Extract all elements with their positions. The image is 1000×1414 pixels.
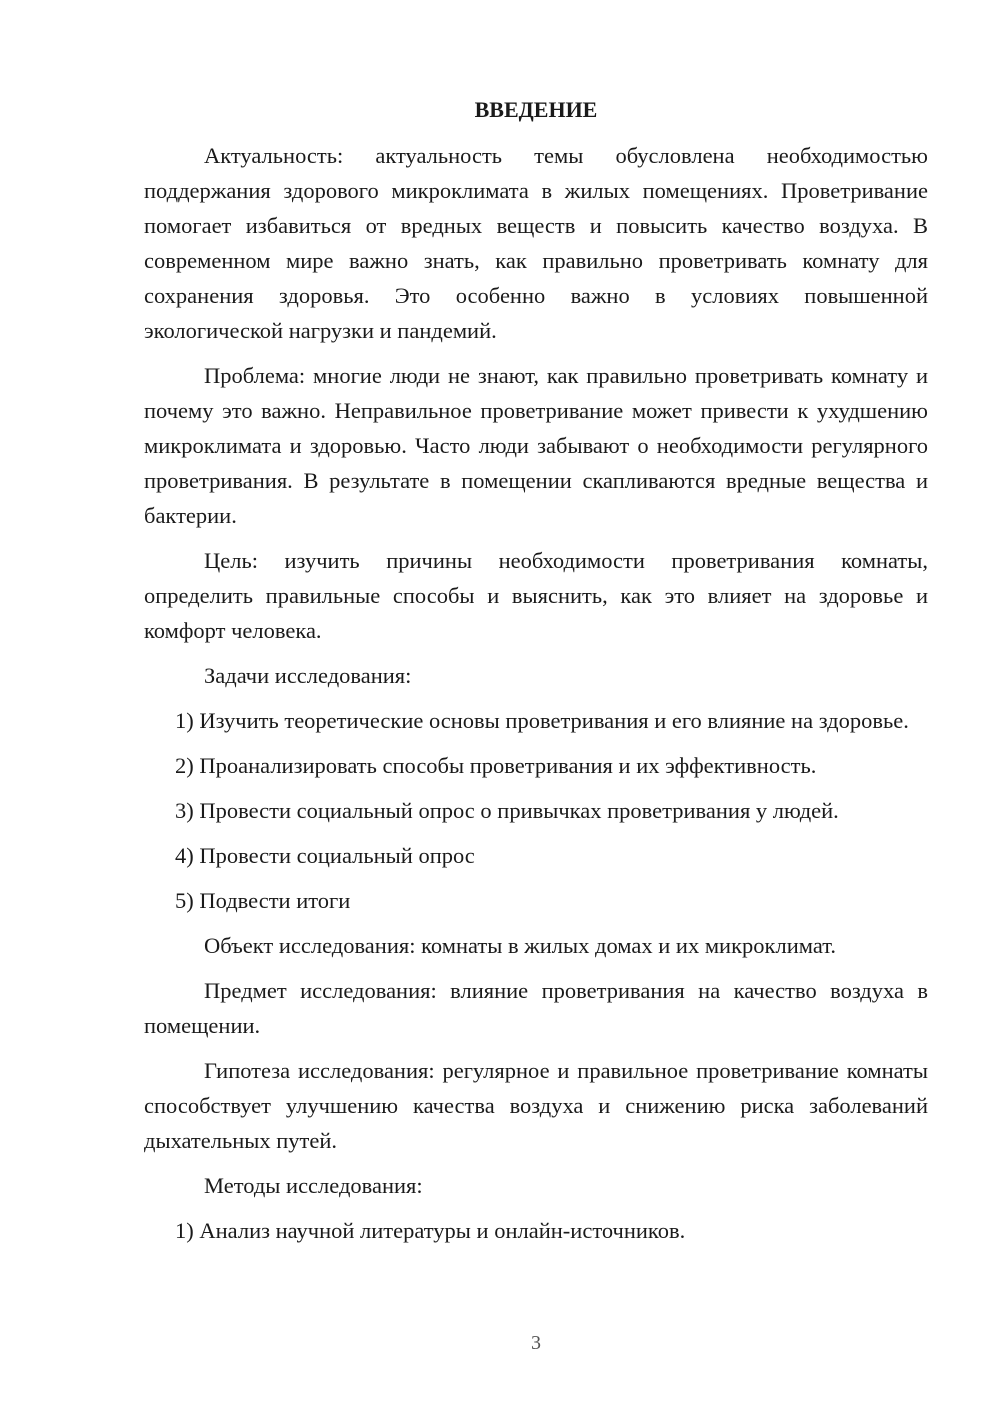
paragraph-goal: Цель: изучить причины необходимости проветривания комнаты, определить правильные способы и выяснить, как это влияет на здоровье и комфорт человека.: [144, 548, 928, 643]
page-content: [144, 92, 928, 1258]
task-item-2: 2) Проанализировать способы проветривания и их эффективность.: [175, 753, 817, 778]
page-number: 3: [531, 1332, 541, 1354]
task-item-1: 1) Изучить теоретические основы проветривания и его влияние на здоровье.: [175, 708, 909, 733]
paragraph-subject: Предмет исследования: влияние проветривания на качество воздуха в помещении.: [144, 978, 928, 1038]
method-item-1: 1) Анализ научной литературы и онлайн-источников.: [175, 1218, 686, 1243]
task-item-3: 3) Провести социальный опрос о привычках проветривания у людей.: [175, 798, 839, 823]
task-item-5: 5) Подвести итоги: [175, 888, 351, 913]
paragraph-hypothesis: Гипотеза исследования: регулярное и правильное проветривание комнаты способствует улучшению качества воздуха и снижению риска заболеваний дыхательных путей.: [144, 1058, 928, 1153]
paragraph-relevance: Актуальность: актуальность темы обусловлена необходимостью поддержания здорового микроклимата в жилых помещениях. Проветривание помогает избавиться от вредных веществ и повысить качество воздуха. В современном мире важно знать, как правильно проветривать комнату для сохранения здоровья. Это особенно важно в условиях повышенной экологической нагрузки и пандемий.: [144, 143, 928, 343]
task-item-4: 4) Провести социальный опрос: [175, 843, 475, 868]
methods-heading: Методы исследования:: [204, 1173, 423, 1198]
section-title: ВВЕДЕНИЕ: [474, 97, 598, 122]
paragraph-object: Объект исследования: комнаты в жилых домах и их микроклимат.: [204, 933, 836, 958]
paragraph-problem: Проблема: многие люди не знают, как правильно проветривать комнату и почему это важно. Неправильное проветривание может привести к ухудшению микроклимата и здоровью. Часто люди забывают о необходимости регулярного проветривания. В результате в помещении скапливаются вредные вещества и бактерии.: [144, 363, 928, 528]
tasks-heading: Задачи исследования:: [204, 663, 412, 688]
